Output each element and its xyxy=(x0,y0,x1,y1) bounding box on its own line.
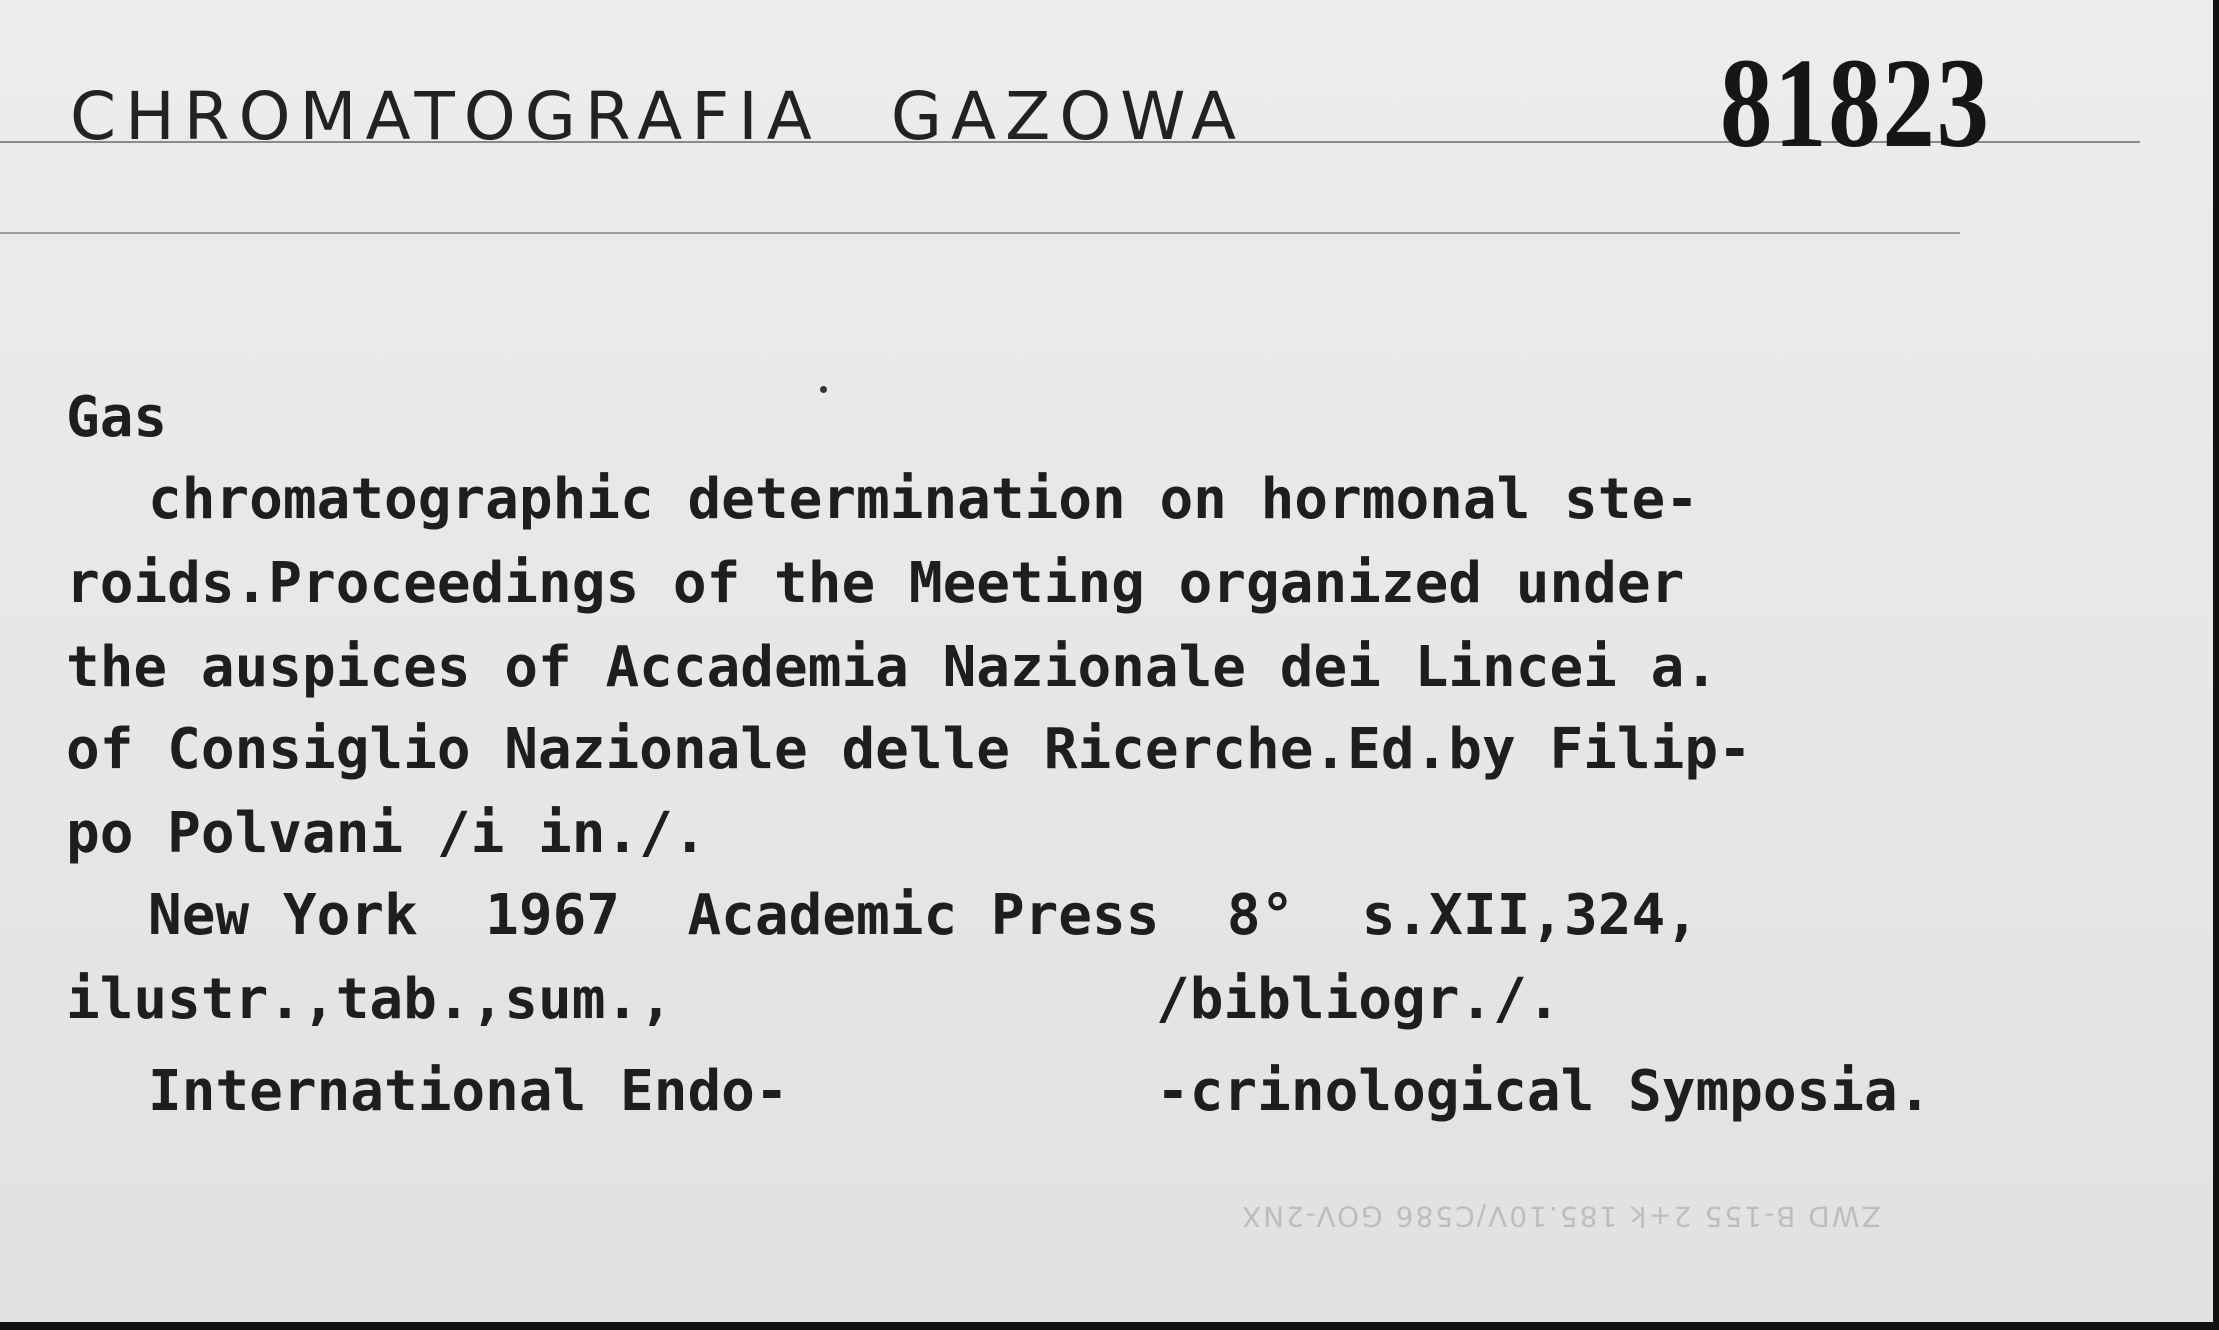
series-line-part-1: International Endo- xyxy=(148,1059,789,1124)
subject-heading-word-2: GAZOWA xyxy=(890,78,1246,155)
bleed-through-text: ZWD B-155 2+k 185.10V/C586 GOV-2NX xyxy=(1240,1200,1881,1233)
subject-heading xyxy=(70,78,1245,155)
bibliography-note: /bibliogr./. xyxy=(1156,967,1561,1032)
ink-dot xyxy=(820,386,827,393)
title-line-5: of Consiglio Nazionale delle Ricerche.Ed.by Filip- xyxy=(66,717,1752,782)
title-line-2: chromatographic determination on hormonal ste- xyxy=(148,467,1699,532)
subject-heading-word-1: CHROMATOGRAFIA xyxy=(70,78,821,155)
title-line-1: Gas xyxy=(66,385,168,450)
call-number: 81823 xyxy=(1720,32,1991,174)
title-line-6: po Polvani /i in./. xyxy=(66,801,707,866)
description-line: ilustr.,tab.,sum., xyxy=(66,967,673,1032)
secondary-rule xyxy=(0,232,1960,234)
imprint-line: New York 1967 Academic Press 8° s.XII,324, xyxy=(148,883,1699,948)
title-line-3: roids.Proceedings of the Meeting organized under xyxy=(66,551,1685,616)
series-line-part-2: -crinological Symposia. xyxy=(1156,1059,1932,1124)
title-line-4: the auspices of Accademia Nazionale dei Lincei a. xyxy=(66,635,1719,700)
